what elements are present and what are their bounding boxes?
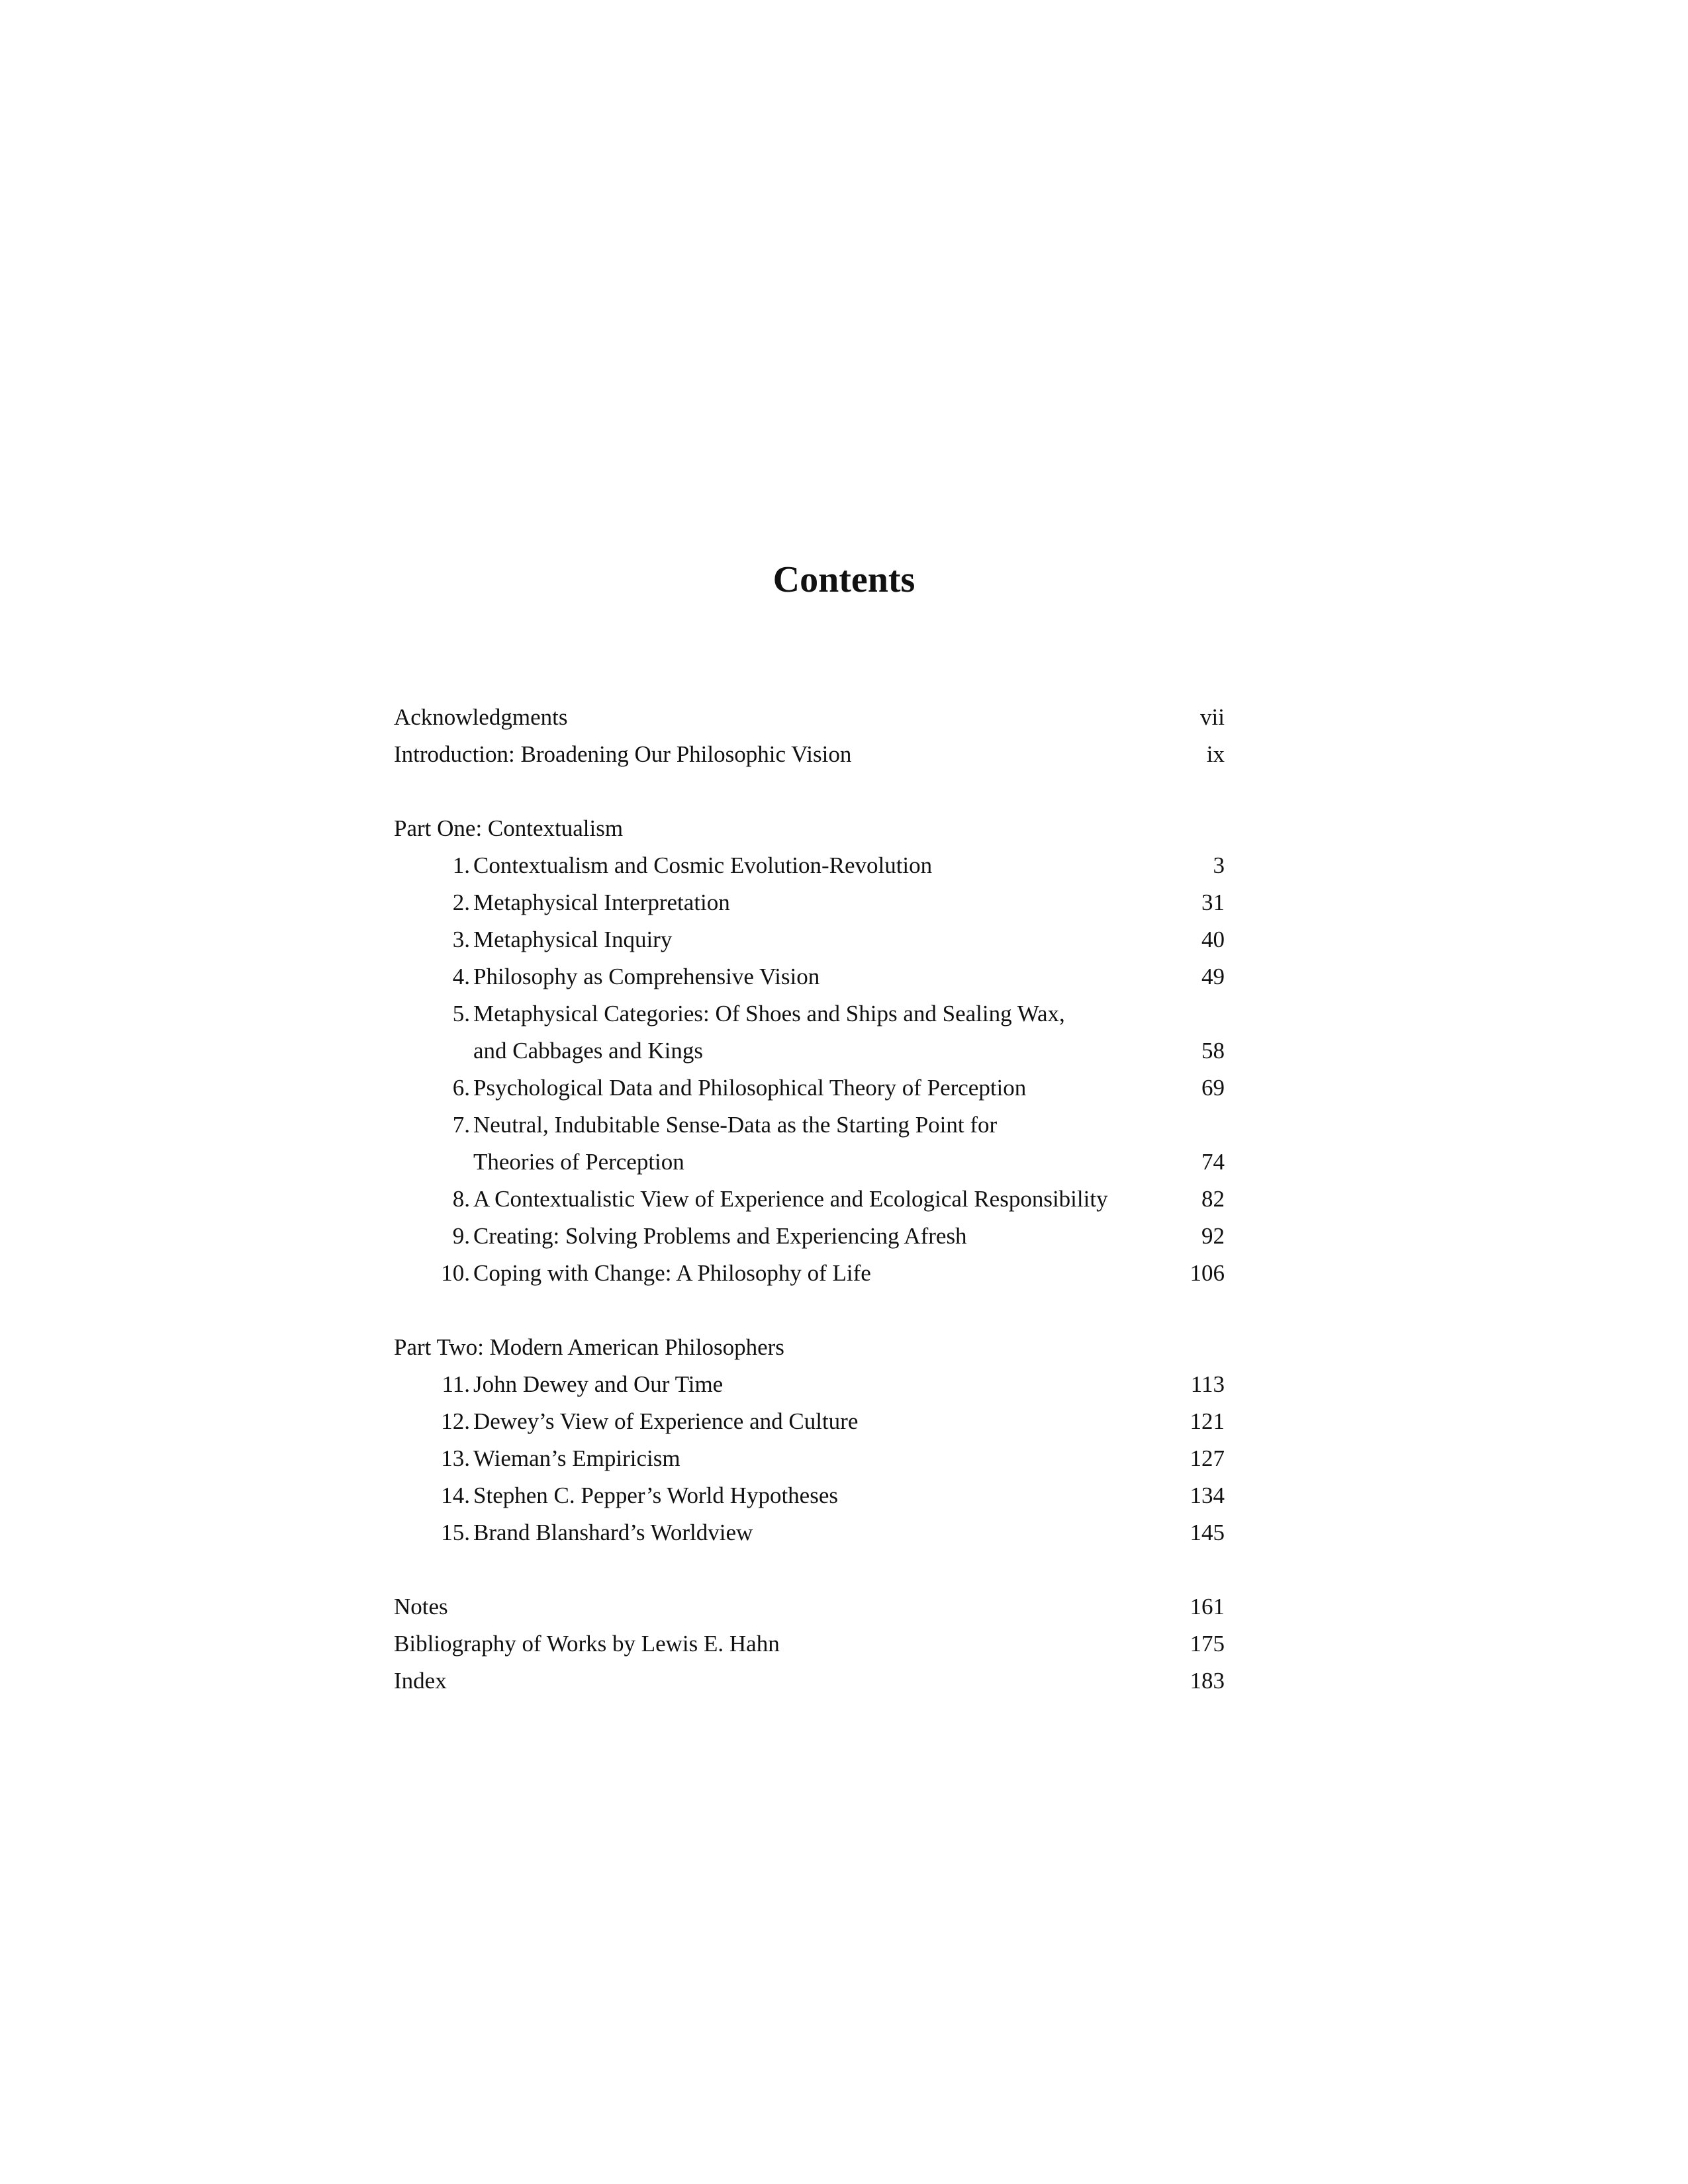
chapter-number: 3. <box>452 927 470 952</box>
chapter-title-continued: Theories of Perception <box>473 1149 684 1175</box>
toc-chapter-5[interactable] <box>394 995 1225 1032</box>
chapter-number: 15. <box>441 1520 470 1545</box>
chapter-number: 11. <box>442 1371 470 1397</box>
chapter-title: Creating: Solving Problems and Experiencing Afresh <box>473 1223 967 1249</box>
chapter-page: 121 <box>1190 1408 1225 1434</box>
chapter-title-continued: and Cabbages and Kings <box>473 1038 704 1064</box>
chapter-number: 1. <box>452 852 470 878</box>
chapter-page: 3 <box>1213 852 1225 878</box>
toc-entry-page: 161 <box>1190 1594 1225 1619</box>
chapter-title: A Contextualistic View of Experience and Ecological Responsibility <box>473 1186 1108 1212</box>
chapter-number: 12. <box>441 1408 470 1434</box>
chapter-title: Coping with Change: A Philosophy of Life <box>473 1260 871 1286</box>
toc-entry-page: 175 <box>1190 1631 1225 1657</box>
section-gap <box>394 1292 1225 1329</box>
chapter-title: Stephen C. Pepper’s World Hypotheses <box>473 1482 838 1508</box>
chapter-page: 82 <box>1201 1186 1225 1212</box>
chapter-title: Philosophy as Comprehensive Vision <box>473 964 820 989</box>
chapter-title: Wieman’s Empiricism <box>473 1445 680 1471</box>
toc-chapter-11[interactable] <box>394 1366 1225 1403</box>
toc-entry-page: ix <box>1206 741 1225 767</box>
chapter-page: 134 <box>1190 1482 1225 1508</box>
chapter-number: 13. <box>441 1445 470 1471</box>
chapter-page: 106 <box>1190 1260 1225 1286</box>
page-title: Contents <box>773 559 915 600</box>
toc-chapter-4[interactable] <box>394 958 1225 995</box>
toc-chapter-8[interactable] <box>394 1181 1225 1218</box>
toc-entry-introduction[interactable] <box>394 736 1225 773</box>
chapter-title: Neutral, Indubitable Sense-Data as the Starting Point for <box>473 1112 998 1138</box>
chapter-title: Metaphysical Categories: Of Shoes and Ships and Sealing Wax, <box>473 1001 1065 1026</box>
chapter-title: John Dewey and Our Time <box>473 1371 724 1397</box>
part-heading-text: Part One: Contextualism <box>394 815 624 841</box>
chapter-page: 58 <box>1201 1038 1225 1064</box>
chapter-page: 40 <box>1201 927 1225 952</box>
toc-entry-bibliography[interactable] <box>394 1625 1225 1662</box>
chapter-page: 31 <box>1201 889 1225 915</box>
chapter-title: Psychological Data and Philosophical Theory of Perception <box>473 1075 1027 1101</box>
chapter-page: 145 <box>1190 1520 1225 1545</box>
toc-entry-index[interactable] <box>394 1662 1225 1700</box>
part-one-heading <box>394 810 1225 847</box>
toc-chapter-7[interactable] <box>394 1107 1225 1144</box>
toc-chapter-13[interactable] <box>394 1440 1225 1477</box>
section-gap <box>394 1551 1225 1588</box>
toc-entry-title: Introduction: Broadening Our Philosophic Vision <box>394 741 852 767</box>
part-heading-text: Part Two: Modern American Philosophers <box>394 1334 784 1360</box>
chapter-title: Contextualism and Cosmic Evolution-Revolution <box>473 852 933 878</box>
toc-entry-page: 183 <box>1190 1668 1225 1694</box>
toc-chapter-6[interactable] <box>394 1069 1225 1107</box>
toc-chapter-3[interactable] <box>394 921 1225 958</box>
toc-entry-title: Notes <box>394 1594 448 1619</box>
chapter-number: 2. <box>452 889 470 915</box>
chapter-title: Brand Blanshard’s Worldview <box>473 1520 753 1545</box>
section-gap <box>394 773 1225 810</box>
toc-chapter-1[interactable] <box>394 847 1225 884</box>
chapter-page: 49 <box>1201 964 1225 989</box>
toc-entry-acknowledgments[interactable] <box>394 699 1225 736</box>
chapter-title: Dewey’s View of Experience and Culture <box>473 1408 859 1434</box>
chapter-number: 9. <box>452 1223 470 1249</box>
toc-entry-title: Bibliography of Works by Lewis E. Hahn <box>394 1631 780 1657</box>
toc-chapter-9[interactable] <box>394 1218 1225 1255</box>
chapter-number: 6. <box>452 1075 470 1101</box>
toc-chapter-14[interactable] <box>394 1477 1225 1514</box>
toc-entry-notes[interactable] <box>394 1588 1225 1625</box>
chapter-number: 14. <box>441 1482 470 1508</box>
toc-chapter-7-continued[interactable] <box>394 1144 1225 1181</box>
chapter-page: 127 <box>1190 1445 1225 1471</box>
toc-entry-title: Index <box>394 1668 447 1694</box>
chapter-title: Metaphysical Interpretation <box>473 889 730 915</box>
chapter-page: 92 <box>1201 1223 1225 1249</box>
chapter-page: 74 <box>1201 1149 1225 1175</box>
toc-chapter-2[interactable] <box>394 884 1225 921</box>
toc-chapter-15[interactable] <box>394 1514 1225 1551</box>
chapter-number: 8. <box>452 1186 470 1212</box>
toc-chapter-12[interactable] <box>394 1403 1225 1440</box>
part-two-heading <box>394 1329 1225 1366</box>
chapter-number: 5. <box>452 1001 470 1026</box>
toc-entry-page: vii <box>1200 704 1225 730</box>
chapter-page: 113 <box>1190 1371 1225 1397</box>
chapter-number: 4. <box>452 964 470 989</box>
chapter-title: Metaphysical Inquiry <box>473 927 673 952</box>
chapter-number: 10. <box>441 1260 470 1286</box>
chapter-number: 7. <box>452 1112 470 1138</box>
toc-chapter-10[interactable] <box>394 1255 1225 1292</box>
toc-chapter-5-continued[interactable] <box>394 1032 1225 1069</box>
toc-entry-title: Acknowledgments <box>394 704 568 730</box>
table-of-contents <box>394 699 1225 1700</box>
chapter-page: 69 <box>1201 1075 1225 1101</box>
